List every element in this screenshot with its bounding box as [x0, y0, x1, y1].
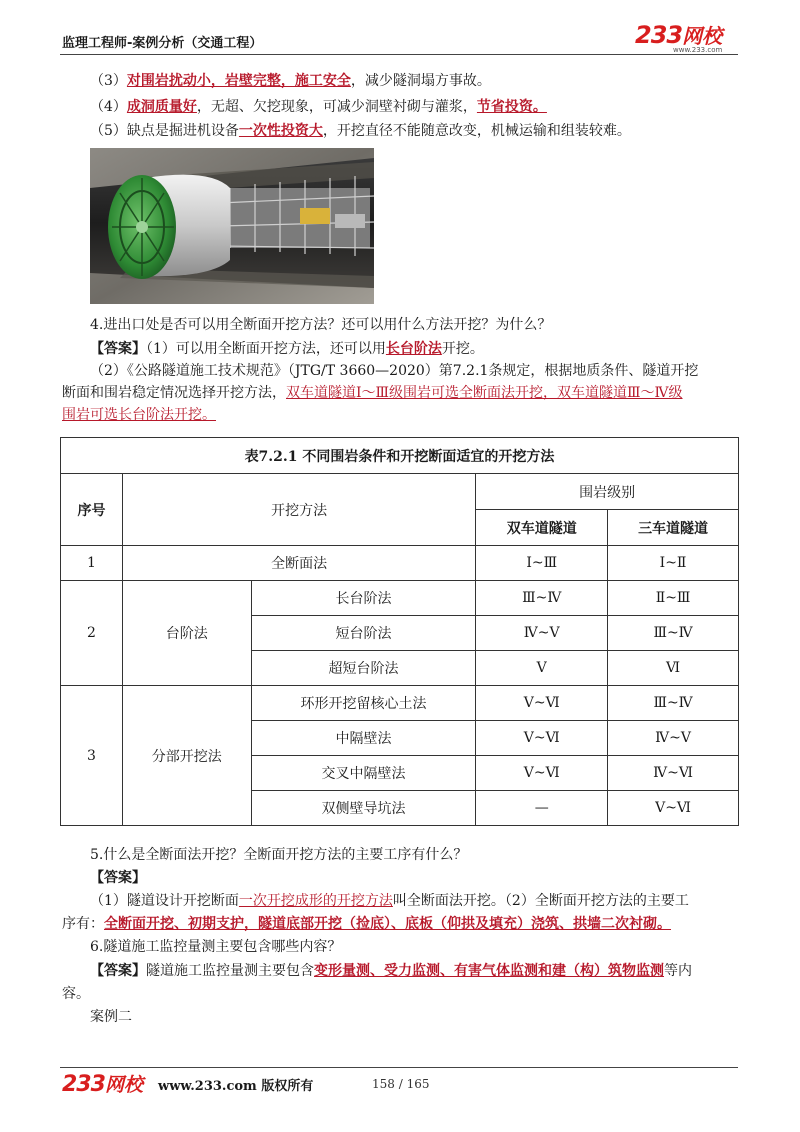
a4-text: （1）可以用全断面开挖方法，还可以用: [146, 341, 386, 357]
footer-copyright: www.233.com 版权所有: [158, 1079, 314, 1094]
a5-highlight-1: 一次开挖成形的开挖方法: [238, 893, 393, 909]
answer-4-line-2: （2）《公路隧道施工技术规范》（JTG/T 3660—2020）第7.2.1条规定，根据地质条件、隧道开挖: [90, 363, 699, 379]
a6-text: 隧道施工监控量测主要包含: [146, 963, 314, 979]
cell-two-lane: Ⅴ~Ⅵ: [476, 756, 608, 791]
answer-4-line-4: [62, 406, 216, 424]
p5-suffix: ，开挖直径不能随意改变，机械运输和组装较难。: [322, 123, 631, 139]
table-caption: 表7.2.1 不同围岩条件和开挖断面适宜的开挖方法: [61, 438, 739, 474]
p3-suffix: ，减少隧洞塌方事故。: [350, 73, 491, 89]
answer-label: 【答案】: [90, 963, 146, 979]
cell-two-lane: Ⅰ~Ⅲ: [476, 546, 608, 581]
p4-middle: ，无超、欠挖现象，可减少洞壁衬砌与灌浆，: [196, 99, 477, 115]
cell-two-lane: —: [476, 791, 608, 826]
cell-no: 3: [61, 686, 123, 826]
p4-highlight-1: 成洞质量好: [126, 99, 197, 115]
a4-2-highlight: 双车道隧道Ⅰ～Ⅲ级围岩可选全断面法开挖，双车道隧道Ⅲ～Ⅳ级: [286, 385, 683, 401]
cell-three-lane: Ⅲ~Ⅳ: [608, 616, 739, 651]
excavation-methods-table: [60, 437, 739, 826]
header-no: 序号: [61, 474, 123, 546]
a5-highlight-2: 全断面开挖、初期支护，隧道底部开挖（捡底）、底板（仰拱及填充）浇筑、拱墙二次衬砌。: [104, 916, 671, 932]
a4-2-text: 断面和围岩稳定情况选择开挖方法，: [62, 385, 286, 401]
a5-text-3: 序有：: [62, 916, 104, 932]
cell-group: 分部开挖法: [122, 686, 251, 826]
a6-highlight: 变形量测、受力监测、有害气体监测和建（构）筑物监测: [314, 963, 664, 979]
answer-6-line-2: 容。: [62, 986, 90, 1002]
cell-two-lane: Ⅴ~Ⅵ: [476, 721, 608, 756]
header-two-lane: 双车道隧道: [476, 510, 608, 546]
question-6: 6.隧道施工监控量测主要包含哪些内容？: [90, 939, 342, 955]
cell-three-lane: Ⅰ~Ⅱ: [608, 546, 739, 581]
p4-highlight-2: 节省投资。: [476, 99, 547, 115]
footer-logo-text: 网校: [104, 1074, 143, 1096]
table-row: [61, 686, 739, 721]
a5-text-1: （1）隧道设计开挖断面: [90, 893, 239, 909]
answer-5-label: 【答案】: [90, 870, 146, 886]
question-5: 5.什么是全断面法开挖？全断面开挖方法的主要工序有什么？: [90, 847, 468, 863]
a4-suffix: 开挖。: [441, 341, 484, 357]
footer-logo: [62, 1070, 143, 1097]
footer-rule: [60, 1067, 738, 1068]
cell-method: 交叉中隔壁法: [251, 756, 476, 791]
page-number: 158 / 165: [372, 1077, 430, 1091]
cell-two-lane: Ⅲ~Ⅳ: [476, 581, 608, 616]
logo-number: 233: [635, 21, 683, 49]
cell-three-lane: Ⅳ~Ⅵ: [608, 756, 739, 791]
p3-prefix: （3）: [90, 73, 127, 89]
answer-6-line-1: [90, 962, 692, 980]
cell-three-lane: Ⅳ~Ⅴ: [608, 721, 739, 756]
cell-three-lane: Ⅲ~Ⅳ: [608, 686, 739, 721]
document-header-title: 监理工程师-案例分析（交通工程）: [62, 36, 263, 51]
cell-method: 环形开挖留核心土法: [251, 686, 476, 721]
paragraph-5: [90, 122, 631, 140]
cell-group: 台阶法: [122, 581, 251, 686]
p3-highlight: 对围岩扰动小，岩壁完整，施工安全: [126, 73, 351, 89]
cell-no: 2: [61, 581, 123, 686]
header-rule: [60, 54, 738, 55]
case-two-heading: 案例二: [90, 1009, 132, 1025]
answer-4-line-1: [90, 340, 484, 358]
cell-method: 全断面法: [122, 546, 475, 581]
answer-5-line-2: [62, 915, 671, 933]
cell-no: 1: [61, 546, 123, 581]
brand-logo: [635, 20, 723, 54]
footer-logo-number: 233: [62, 1072, 105, 1097]
cell-two-lane: Ⅴ: [476, 651, 608, 686]
p5-highlight: 一次性投资大: [238, 123, 323, 139]
cell-three-lane: Ⅴ~Ⅵ: [608, 791, 739, 826]
p4-prefix: （4）: [90, 99, 127, 115]
paragraph-3: [90, 72, 491, 90]
cell-method: 超短台阶法: [251, 651, 476, 686]
a5-text-2: 叫全断面法开挖。（2）全断面开挖方法的主要工: [392, 893, 689, 909]
cell-two-lane: Ⅳ~Ⅴ: [476, 616, 608, 651]
cell-two-lane: Ⅴ~Ⅵ: [476, 686, 608, 721]
answer-5-line-1: [90, 892, 689, 910]
cell-method: 短台阶法: [251, 616, 476, 651]
tunnel-boring-machine-image: [90, 148, 374, 304]
table-row: [61, 581, 739, 616]
header-three-lane: 三车道隧道: [608, 510, 739, 546]
answer-label: 【答案】: [90, 341, 146, 357]
question-4: 4.进出口处是否可以用全断面开挖方法？还可以用什么方法开挖？为什么？: [90, 317, 552, 333]
logo-url: www.233.com: [673, 46, 723, 54]
header-method: 开挖方法: [122, 474, 475, 546]
logo-text: 网校: [682, 24, 723, 48]
answer-4-line-3: [62, 384, 683, 402]
table-row: [61, 546, 739, 581]
header-grade: 围岩级别: [476, 474, 739, 510]
cell-three-lane: Ⅵ: [608, 651, 739, 686]
cell-method: 长台阶法: [251, 581, 476, 616]
a4-2-highlight-end: 围岩可选长台阶法开挖。: [62, 407, 216, 423]
cell-three-lane: Ⅱ~Ⅲ: [608, 581, 739, 616]
cell-method: 中隔壁法: [251, 721, 476, 756]
p5-prefix: （5）缺点是掘进机设备: [90, 123, 239, 139]
a6-suffix: 等内: [664, 963, 692, 979]
a4-highlight: 长台阶法: [385, 341, 442, 357]
cell-method: 双侧壁导坑法: [251, 791, 476, 826]
paragraph-4: [90, 98, 547, 116]
